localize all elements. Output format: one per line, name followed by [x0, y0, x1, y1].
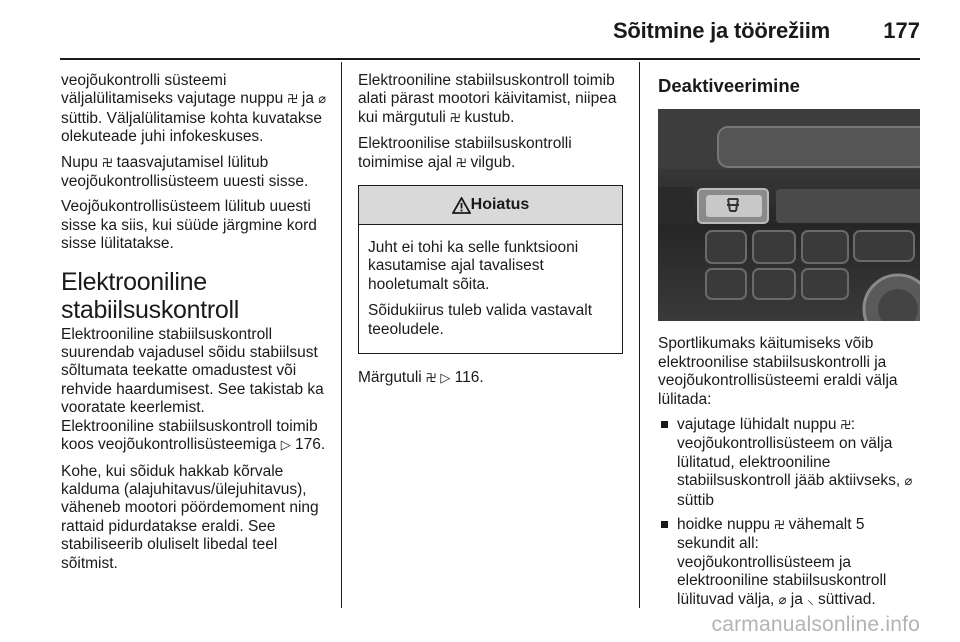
- column-left: [61, 72, 331, 580]
- page-reference-icon: ▷: [280, 438, 291, 454]
- paragraph: Juht ei tohi ka selle funktsiooni kasutamise ajal tavalisest hooletumalt sõita.: [368, 239, 579, 293]
- paragraph: Kohe, kui sõiduk hakkab kõrvale kalduma (alajuhitavus/ülejuhitavus), väheneb mootori pöördemoment ning rattaid pidurdatakse eraldi. See stabiliseerib oluliselt libedal teel sõitmist.: [61, 462, 319, 572]
- esc-off-icon: ⌀: [904, 474, 913, 490]
- list-item: vajutage lühidalt nuppu ࿖: veojõukontrollisüsteem on välja lülitatud, elektrooniline stabiilsuskontroll jääb aktiivseks, ⌀ süttib: [658, 416, 920, 510]
- column-divider: [639, 62, 640, 608]
- paragraph: Elektroonilise stabiilsuskontrolli toimimise ajal ࿖ vilgub.: [358, 135, 572, 171]
- section-title: Sõitmine ja töörežiim: [612, 18, 830, 43]
- esc-icon: ࿖: [450, 110, 461, 126]
- paragraph: Veojõukontrollisüsteem lülitub uuesti sisse ka siis, kui süüde järgmine kord sisse lülitatakse.: [61, 198, 317, 253]
- page-reference-icon: ▷: [440, 371, 451, 387]
- paragraph: Sõidukiirus tuleb valida vastavalt teeoludele.: [368, 302, 593, 338]
- esc-icon: ࿖: [287, 92, 298, 108]
- column-right: [658, 72, 920, 616]
- column-divider: [341, 62, 342, 608]
- tc-off-icon: ⸜: [807, 592, 814, 608]
- paragraph: Märgutuli ࿖ ▷ 116.: [358, 369, 484, 387]
- paragraph: Elektrooniline stabiilsuskontroll toimib alati pärast mootori käivitamist, niipea kui märgutuli ࿖ kustub.: [358, 72, 617, 126]
- warning-title: Hoiatus: [470, 195, 530, 213]
- page-number: 177: [883, 18, 920, 43]
- section-heading: Elektrooniline stabiilsuskontroll: [61, 267, 240, 324]
- paragraph: Elektrooniline stabiilsuskontroll toimib koos veojõukontrollisüsteemiga ▷ 176.: [61, 417, 326, 454]
- paragraph: Sportlikumaks käitumiseks võib elektroonilise stabiilsuskontrolli ja veojõukontrollisüsteemi eraldi välja lülitada:: [658, 335, 898, 408]
- esc-icon: ࿖: [102, 155, 113, 171]
- warning-header: [359, 186, 622, 225]
- paragraph: Nupu ࿖ taasvajutamisel lülitub veojõukontrollisüsteem uuesti sisse.: [61, 153, 309, 191]
- paragraph: Elektrooniline stabiilsuskontroll suurendab vajadusel sõidu stabiilsust sõltumata teekatte omadustest või rehvide haardumisest. See takistab ka vooratate keerlemist.: [61, 325, 324, 417]
- warning-box: [358, 185, 623, 354]
- list-item: hoidke nuppu ࿖ vähemalt 5 sekundit all: veojõukontrollisüsteem ja elektrooniline stabiilsuskontroll lülituvad välja, ⌀ ja ⸜ süttivad.: [658, 516, 920, 610]
- esc-icon: ࿖: [456, 155, 467, 171]
- watermark: carmanualsonline.info: [711, 613, 920, 636]
- esc-icon: ࿖: [774, 518, 785, 534]
- esc-off-icon: ⌀: [778, 592, 787, 608]
- esc-icon: ࿖: [840, 418, 851, 434]
- esc-icon: ࿖: [426, 371, 437, 387]
- instruction-list: [658, 416, 920, 610]
- warning-triangle-icon: [452, 197, 471, 214]
- warning-body: [359, 225, 622, 353]
- header-divider: [60, 58, 920, 60]
- paragraph: veojõukontrolli süsteemi väljalülitamiseks vajutage nuppu ࿖ ja ⌀ süttib. Väljalülitamise kohta kuvatakse olekuteade juhi infokeskuses.: [61, 72, 327, 146]
- console-photo: [658, 109, 920, 321]
- esc-button-icon: [722, 196, 744, 216]
- esc-off-icon: ⌀: [318, 92, 327, 108]
- section-heading: Deaktiveerimine: [658, 75, 800, 96]
- column-middle: [358, 72, 623, 395]
- dashboard-console-image: [658, 109, 920, 321]
